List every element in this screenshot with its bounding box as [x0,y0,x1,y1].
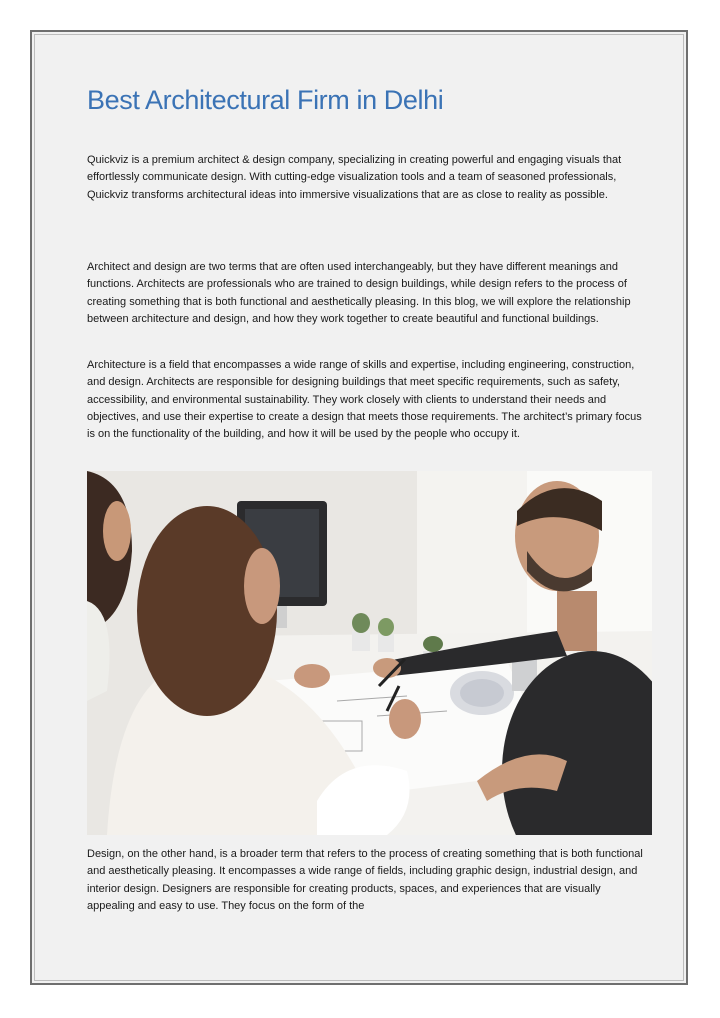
intro-paragraph: Quickviz is a premium architect & design company, specializing in creating powerful and engaging visuals that effortlessly communicate design. With cutting-edge visualization tools and a team of seasoned professionals, Quickviz transforms architectural ideas into immersive visualizations that are as close to reality as possible. [87,154,622,201]
architects-meeting-photo [87,471,652,835]
architecture-field-paragraph: Architecture is a field that encompasses a wide range of skills and expertise, including engineering, construction, and design. Architects are responsible for designing buildings that meet specific requirements, such as safety, accessibility, and environmental sustainability. They work closely with clients to understand their needs and objectives, and use their expertise to create a design that meets those requirements. The architect’s primary focus is on the functionality of the building, and how it will be used by the people who occupy it. [87,359,642,441]
architecture-design-paragraph: Architect and design are two terms that are often used interchangeably, but they have different meanings and functions. Architects are professionals who are trained to design buildings, while design refers to the process of creating something that is both functional and aesthetically pleasing. In this blog, we will explore the relationship between architecture and design, and how they work together to create beautiful and functional buildings. [87,261,631,325]
page-title: Best Architectural Firm in Delhi [87,85,444,115]
design-paragraph: Design, on the other hand, is a broader term that refers to the process of creating something that is both functional and aesthetically pleasing. It encompasses a wide range of fields, including graphic design, industrial design, and interior design. Designers are responsible for creating products, spaces, and experiences that are visually appealing and easy to use. They focus on the form of the [87,848,643,912]
